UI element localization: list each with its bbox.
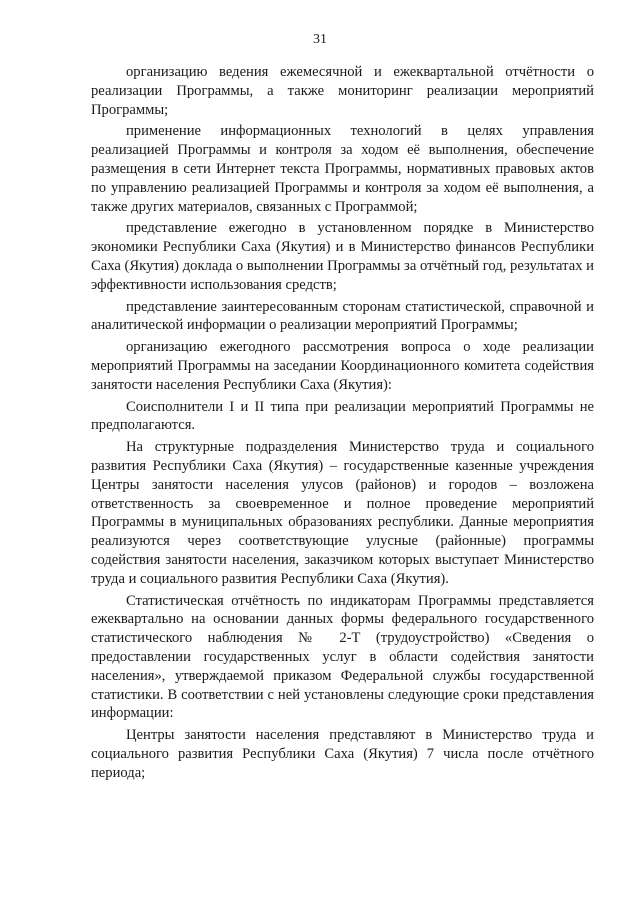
paragraph-reporting: организацию ведения ежемесячной и ежеквартальной отчётности о реализации Программы, а также мониторинг реализации мероприятий Программы; [91, 64, 594, 118]
paragraph-statistics: Статистическая отчётность по индикаторам Программы представляется ежеквартально на основании данных формы федерального государственного статистического наблюдения № 2-Т (трудоустройство) «Сведения о предоставлении государственных услуг в области содействия занятости населения», утверждаемой приказом Федеральной службы государственной статистики. В соответствии с ней установлены следующие сроки представления информации: [91, 592, 594, 722]
paragraph-annual-report: представление ежегодно в установленном порядке в Министерство экономики Республики Саха (Якутия) и в Министерство финансов Республики Саха (Якутия) доклада о выполнении Программы за отчётный год, результатах и эффективности использования средств; [91, 220, 594, 293]
paragraph-responsibility: На структурные подразделения Министерство труда и социального развития Республики Саха (Якутия) – государственные казенные учреждения Центры занятости населения улусов (районов) и городов – возложена ответственность за своевременное и полное проведение мероприятий Программы в муниципальных образованиях республики. Данные мероприятия реализуются через соответствующие улусные (районные) программы содействия занятости населения, заказчиком которых выступает Министерство труда и социального развития Республики Саха (Якутия). [91, 439, 594, 587]
paragraph-stakeholder-info: представление заинтересованным сторонам статистической, справочной и аналитической информации о реализации мероприятий Программы; [91, 298, 594, 334]
paragraph-it-usage: применение информационных технологий в целях управления реализацией Программы и контроля за ходом её выполнения, обеспечение размещения в сети Интернет текста Программы, нормативных правовых актов по управлению реализацией Программы и контроля за ходом её выполнения, а также других материалов, связанных с Программой; [91, 123, 594, 215]
paragraph-employment-centers: Центры занятости населения представляют в Министерство труда и социального развития Республики Саха (Якутия) 7 числа после отчётного периода; [91, 727, 594, 781]
document-body [91, 63, 594, 785]
paragraph-committee-review: организацию ежегодного рассмотрения вопроса о ходе реализации мероприятий Программы на заседании Координационного комитета содействия занятости населения Республики Саха (Якутия): [91, 339, 594, 393]
page-number: 31 [313, 32, 327, 47]
paragraph-co-executors: Соисполнители I и II типа при реализации мероприятий Программы не предполагаются. [91, 398, 594, 434]
